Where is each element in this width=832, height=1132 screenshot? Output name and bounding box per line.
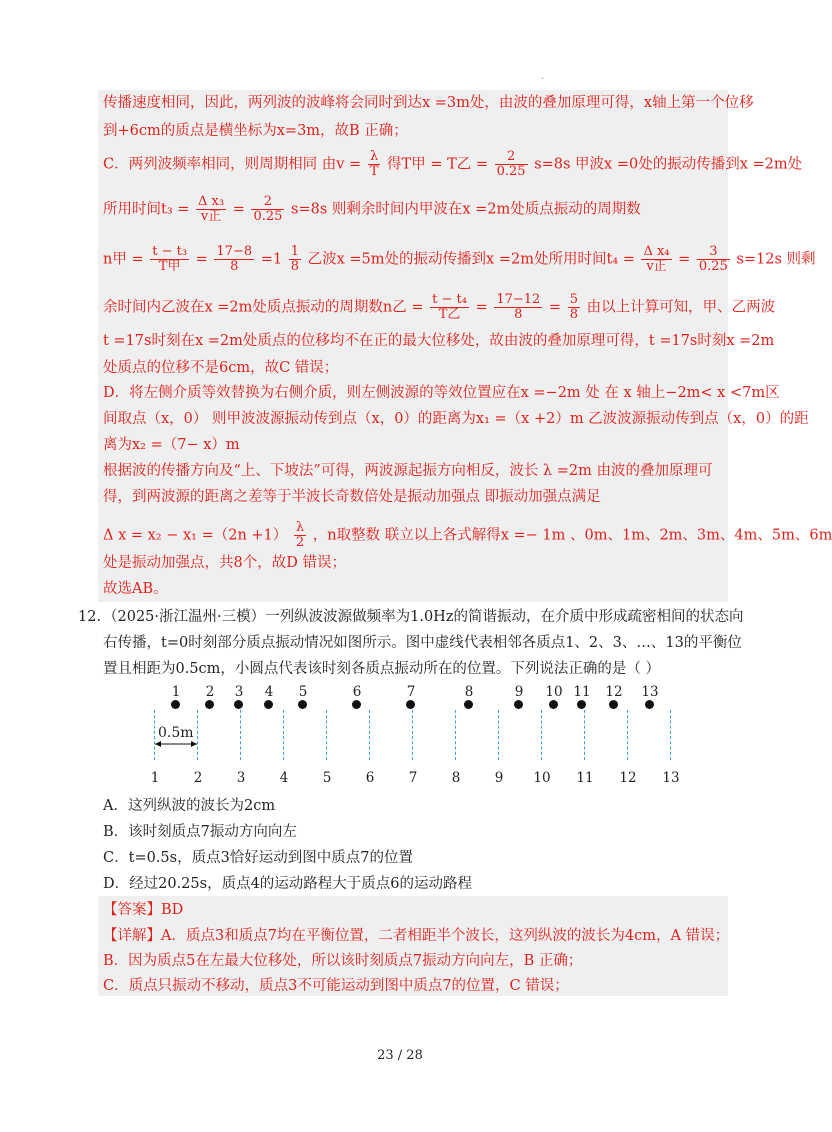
equilibrium-label: 9	[494, 770, 504, 786]
option-d: D．经过20.25s，质点4的运动路程大于质点6的运动路程	[103, 876, 473, 892]
equilibrium-label: 13	[662, 770, 680, 786]
equilibrium-label: 3	[236, 770, 246, 786]
particle-dot	[264, 700, 273, 709]
particle-dot	[464, 700, 473, 709]
particle-top-label: 10	[545, 684, 563, 700]
particle-dot	[205, 700, 214, 709]
particle-dot	[406, 700, 415, 709]
solution-line: t =17s时刻在x =2m处质点的位移均不在正的最大位移处，故由波的叠加原理可得，t =17s时刻x =2m	[103, 333, 775, 349]
equilibrium-line	[154, 710, 155, 760]
equilibrium-line	[627, 710, 628, 760]
answer-label: 【答案】BD	[103, 902, 184, 918]
particle-top-label: 4	[264, 684, 274, 700]
question-number: 12.	[78, 609, 102, 625]
equilibrium-line	[541, 710, 542, 760]
equilibrium-label: 4	[279, 770, 289, 786]
equilibrium-line	[412, 710, 413, 760]
header-mark: ·	[541, 74, 545, 85]
equilibrium-label: 2	[193, 770, 203, 786]
equilibrium-label: 7	[408, 770, 418, 786]
equilibrium-label: 6	[365, 770, 375, 786]
solution-line: 故选AB。	[103, 581, 168, 597]
particle-top-label: 5	[298, 684, 308, 700]
equilibrium-line	[670, 710, 671, 760]
solution-line: C．两列波频率相同，则周期相同 由v = $\frac{\lambda}{T}$ 得T甲 = T乙 = $\frac{2}{0.25}$ s=8s 甲波x =0处的振动传播到x =2m处	[103, 149, 803, 179]
particle-top-label: 8	[464, 684, 474, 700]
particle-dot	[171, 700, 180, 709]
equilibrium-label: 5	[322, 770, 332, 786]
solution-line: n甲 = $\frac{\text{t − t₃}}{\text{T甲}}$ = $\frac{17-8}{8}$ =1 $\frac{1}{8}$ 乙波x =5m处的振动传播到x =2m处所用时间t₄ = $\frac{\text{Δ x₄}}{\text{v正}}$ = $\frac{3}{0.25}$ s=12s 则剩	[103, 244, 816, 274]
solution-line: 余时间内乙波在x =2m处质点振动的周期数n乙 = $\frac{\text{t − t₄}}{\text{T乙}}$ = $\frac{17-12}{8}$ = $\frac{5}{8}$ 由以上计算可知，甲、乙两波	[103, 292, 776, 322]
page-number: 23 / 28	[377, 1048, 423, 1063]
solution-line: 处是振动加强点，共8个，故D 错误；	[103, 555, 346, 571]
equilibrium-line	[584, 710, 585, 760]
question-text: （2025·浙江温州·三模）一列纵波波源做频率为1.0Hz的简谐振动，在介质中形成疏密相间的状态向	[103, 609, 744, 625]
particle-dot	[577, 700, 586, 709]
solution-line: D．将左侧介质等效替换为右侧介质，则左侧波源的等效位置应在x =−2m 处 在 x 轴上−2m< x <7m区	[103, 385, 780, 401]
question-text: 置且相距为0.5cm，小圆点代表该时刻各质点振动所在的位置。下列说法正确的是（ ）	[103, 661, 661, 677]
spacing-arrow	[150, 738, 206, 750]
equilibrium-label: 1	[150, 770, 160, 786]
solution-line: 根据波的传播方向及“上、下坡法”可得，两波源起振方向相反，波长 λ =2m 由波的叠加原理可	[103, 463, 713, 479]
option-c: C．t=0.5s，质点3恰好运动到图中质点7的位置	[103, 850, 414, 866]
particle-dot	[549, 700, 558, 709]
equilibrium-label: 10	[533, 770, 551, 786]
equilibrium-line	[240, 710, 241, 760]
spacing-label: 0.5m	[158, 725, 194, 741]
solution-line: 得，到两波源的距离之差等于半波长奇数倍处是振动加强点 即振动加强点满足	[103, 489, 601, 505]
equilibrium-line	[326, 710, 327, 760]
equilibrium-label: 11	[576, 770, 594, 786]
particle-top-label: 12	[605, 684, 623, 700]
solution-line: 到+6cm的质点是横坐标为x=3m，故B 正确；	[103, 123, 408, 139]
equilibrium-line	[455, 710, 456, 760]
particle-dot	[234, 700, 243, 709]
particle-dot	[352, 700, 361, 709]
particle-top-label: 3	[234, 684, 244, 700]
equilibrium-line	[197, 710, 198, 760]
solution-line: 所用时间t₃ = $\frac{\text{Δ x₃}}{\text{v正}}$ = $\frac{2}{0.25}$ s=8s 则剩余时间内甲波在x =2m处质点振动的周期数	[103, 194, 641, 224]
particle-dot	[514, 700, 523, 709]
particle-top-label: 13	[641, 684, 659, 700]
particle-top-label: 6	[352, 684, 362, 700]
solution-line: 间取点（x，0） 则甲波波源振动传到点（x，0）的距离为x₁ =（x +2）m 乙波波源振动传到点（x，0）的距	[103, 411, 809, 427]
particle-top-label: 11	[573, 684, 591, 700]
particle-top-label: 1	[171, 684, 181, 700]
question-text: 右传播，t=0时刻部分质点振动情况如图所示。图中虚线代表相邻各质点1、2、3、…、13的平衡位	[103, 635, 742, 651]
answer-detail: B．因为质点5在左最大位移处，所以该时刻质点7振动方向向左，B 正确；	[103, 953, 583, 969]
particle-top-label: 9	[514, 684, 524, 700]
solution-line: 处质点的位移不是6cm，故C 错误；	[103, 360, 339, 376]
option-b: B．该时刻质点7振动方向向左	[103, 824, 297, 840]
particle-top-label: 7	[406, 684, 416, 700]
equilibrium-line	[498, 710, 499, 760]
solution-line: 离为x₂ =（7− x）m	[103, 437, 240, 453]
particle-dot	[609, 700, 618, 709]
answer-detail: 【详解】A．质点3和质点7均在平衡位置，二者相距半个波长，这列纵波的波长为4cm，A 错误；	[103, 928, 730, 944]
equilibrium-label: 12	[619, 770, 637, 786]
solution-line: Δ x = x₂ − x₁ =（2n +1） $\frac{\lambda}{2}$ ，n取整数 联立以上各式解得x =− 1m 、0m、1m、2m、3m、4m、5m、6m	[103, 520, 832, 550]
particle-top-label: 2	[205, 684, 215, 700]
particle-dot	[645, 700, 654, 709]
answer-detail: C．质点只振动不移动，质点3不可能运动到图中质点7的位置，C 错误；	[103, 978, 569, 994]
option-a: A．这列纵波的波长为2cm	[103, 798, 276, 814]
solution-line: 传播速度相同，因此，两列波的波峰将会同时到达x =3m处，由波的叠加原理可得，x轴上第一个位移	[103, 95, 754, 111]
equilibrium-line	[369, 710, 370, 760]
equilibrium-label: 8	[451, 770, 461, 786]
particle-dot	[298, 700, 307, 709]
equilibrium-line	[283, 710, 284, 760]
